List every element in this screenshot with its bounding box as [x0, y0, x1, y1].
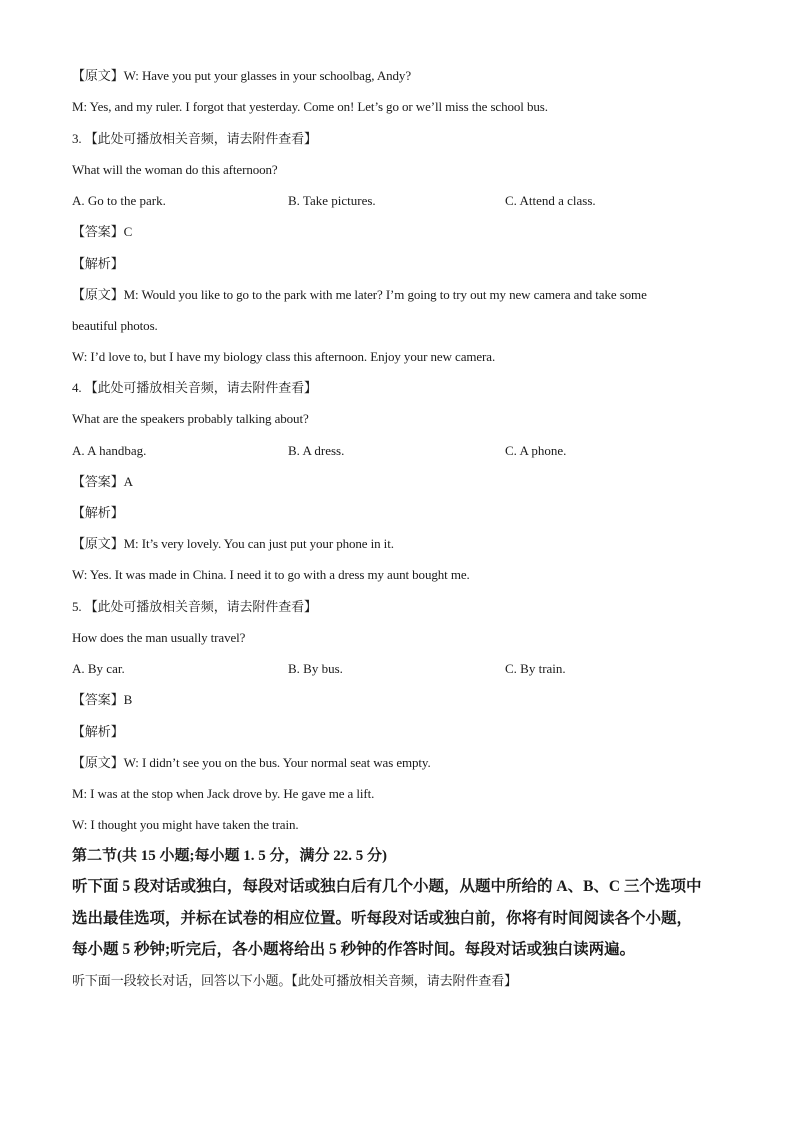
q3-option-a: A. Go to the park.: [72, 193, 166, 208]
q3-transcript-line-2: W: I’d love to, but I have my biology class this afternoon. Enjoy your new camera.: [72, 349, 496, 364]
q2-transcript-line-2: M: Yes, and my ruler. I forgot that yesterday. Come on! Let’s go or we’ll miss the school bus.: [72, 99, 548, 114]
q4-transcript-line-1: 【原文】M: It’s very lovely. You can just put your phone in it.: [72, 536, 394, 551]
q5-option-c: C. By train.: [505, 661, 566, 676]
q3-question: What will the woman do this afternoon?: [72, 162, 278, 177]
section2-note: 听下面一段较长对话，回答以下小题。【此处可播放相关音频，请去附件查看】: [72, 973, 518, 988]
q3-transcript-line-1: 【原文】M: Would you like to go to the park with me later? I’m going to try out my new camera and take some: [72, 287, 647, 302]
q4-option-c: C. A phone.: [505, 443, 567, 458]
q5-analysis: 【解析】: [72, 724, 124, 739]
section2-title: 第二节(共 15 小题;每小题 1. 5 分，满分 22. 5 分): [72, 848, 387, 864]
q5-transcript-line-2: M: I was at the stop when Jack drove by. He gave me a lift.: [72, 786, 375, 801]
q2-transcript-line-1: 【原文】W: Have you put your glasses in your schoolbag, Andy?: [72, 68, 411, 83]
q3-option-b: B. Take pictures.: [288, 193, 376, 208]
section2-instruction-line-1: 听下面 5 段对话或独白，每段对话或独白后有几个小题，从题中所给的 A、B、C 三个选项中: [72, 878, 702, 895]
q5-question: How does the man usually travel?: [72, 630, 246, 645]
q3-transcript-line-1b: beautiful photos.: [72, 318, 158, 333]
q4-analysis: 【解析】: [72, 505, 124, 520]
section2-instruction-line-3: 每小题 5 秒钟;听完后，各小题将给出 5 秒钟的作答时间。每段对话或独白读两遍。: [72, 941, 636, 958]
q5-answer: 【答案】B: [72, 692, 133, 707]
q4-question: What are the speakers probably talking about?: [72, 411, 309, 426]
q4-option-a: A. A handbag.: [72, 443, 147, 458]
q3-header: 3. 【此处可播放相关音频，请去附件查看】: [72, 131, 317, 146]
q4-header: 4. 【此处可播放相关音频，请去附件查看】: [72, 380, 317, 395]
q5-option-b: B. By bus.: [288, 661, 343, 676]
q5-transcript-line-1: 【原文】W: I didn’t see you on the bus. Your normal seat was empty.: [72, 755, 431, 770]
q5-header: 5. 【此处可播放相关音频，请去附件查看】: [72, 599, 317, 614]
q5-transcript-line-3: W: I thought you might have taken the train.: [72, 817, 299, 832]
q3-answer: 【答案】C: [72, 224, 133, 239]
q4-answer: 【答案】A: [72, 474, 133, 489]
q3-option-c: C. Attend a class.: [505, 193, 596, 208]
q4-transcript-line-2: W: Yes. It was made in China. I need it to go with a dress my aunt bought me.: [72, 567, 470, 582]
q5-option-a: A. By car.: [72, 661, 125, 676]
q4-option-b: B. A dress.: [288, 443, 345, 458]
section2-instruction-line-2: 选出最佳选项，并标在试卷的相应位置。听每段对话或独白前，你将有时间阅读各个小题，: [72, 910, 693, 927]
q3-analysis: 【解析】: [72, 256, 124, 271]
